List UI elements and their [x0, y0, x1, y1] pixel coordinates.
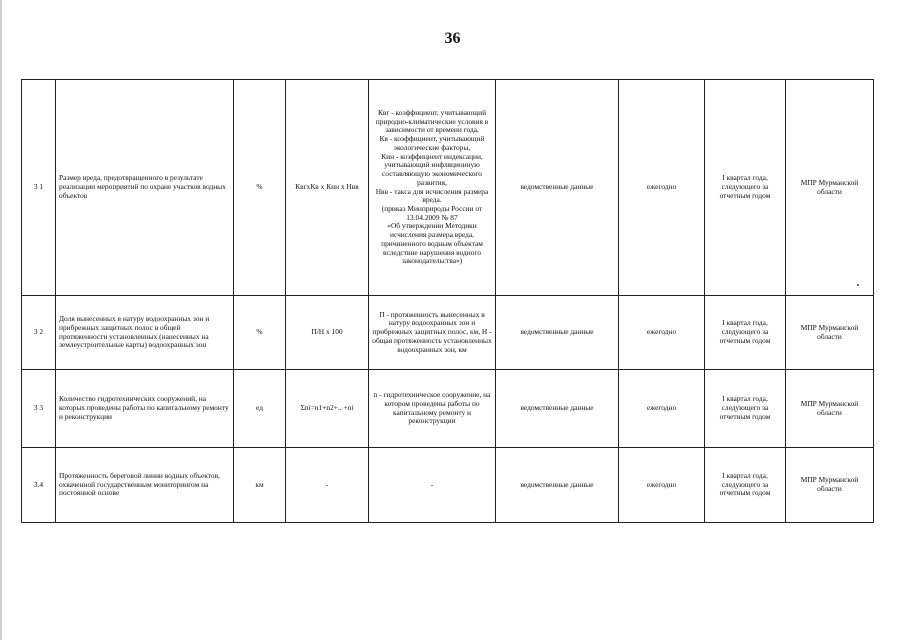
scan-edge [0, 0, 2, 640]
unit: ед [234, 370, 286, 448]
data-source: ведомственные данные [496, 370, 619, 448]
formula-description: n - гидротехническое сооружение, на котором проведены работы по капитальному ремонту и реконструкции [369, 370, 496, 448]
responsible: МПР Мурманской области [786, 370, 874, 448]
deadline: I квартал года, следующего за отчетным годом [705, 80, 786, 296]
table-row [22, 448, 874, 523]
table-row [22, 80, 874, 296]
table-row [22, 370, 874, 448]
scan-dot [857, 284, 859, 286]
formula: П/Н х 100 [286, 296, 369, 370]
formula: КвгхКв х Кин х Нвв [286, 80, 369, 296]
periodicity: ежегодно [619, 448, 705, 523]
indicator-name: Размер вреда, предотвращенного в результате реализации мероприятий по охране участков водных объектов [56, 80, 234, 296]
data-source: ведомственные данные [496, 448, 619, 523]
unit: % [234, 80, 286, 296]
unit: % [234, 296, 286, 370]
deadline: I квартал года, следующего за отчетным годом [705, 370, 786, 448]
formula-description: Квг - коэффициент, учитывающий природно-климатические условия в зависимости от времени года, Кв - коэффициент, учитывающий экологические факторы, Кин - коэффициент индексации, учитывающий инфляционную составляющую экономического развития, Нвв - такса для исчисления размера вреда. (приказ Минприроды России от 13.04.2009 № 87 «Об утверждении Методики исчисления размера вреда, причиненного водным объектам вследствие нарушения водного законодательства») [369, 80, 496, 296]
formula-description: П - протяженность вынесенных в натуру водоохранных зон и прибрежных защитных полос, км, Н - общая протяженность установленных водоохранных зон, км [369, 296, 496, 370]
indicator-name: Доля вынесенных в натуру водоохранных зон и прибрежных защитных полос в общей протяженности установленных (нанесенных на землеустроительные карты) водоохранных зон [56, 296, 234, 370]
unit: км [234, 448, 286, 523]
indicator-name: Протяженность береговой линии водных объектов, охваченной государственным мониторингом на постоянной основе [56, 448, 234, 523]
row-number: 3 3 [22, 370, 56, 448]
indicator-name: Количество гидротехнических сооружений, на которых проведены работы по капитальному ремонту и реконструкции [56, 370, 234, 448]
row-number: 3 1 [22, 80, 56, 296]
row-number: 3.4 [22, 448, 56, 523]
formula: Σni=n1+n2+.. +ni [286, 370, 369, 448]
formula: - [286, 448, 369, 523]
formula-description: - [369, 448, 496, 523]
periodicity: ежегодно [619, 370, 705, 448]
responsible: МПР Мурманской области [786, 80, 874, 296]
deadline: I квартал года, следующего за отчетным годом [705, 296, 786, 370]
page-number: 36 [444, 30, 461, 47]
periodicity: ежегодно [619, 296, 705, 370]
data-source: ведомственные данные [496, 80, 619, 296]
table-row [22, 296, 874, 370]
responsible: МПР Мурманской области [786, 296, 874, 370]
deadline: I квартал года, следующего за отчетным годом [705, 448, 786, 523]
indicators-table [21, 79, 874, 523]
row-number: 3 2 [22, 296, 56, 370]
data-source: ведомственные данные [496, 296, 619, 370]
responsible: МПР Мурманской области [786, 448, 874, 523]
periodicity: ежегодно [619, 80, 705, 296]
